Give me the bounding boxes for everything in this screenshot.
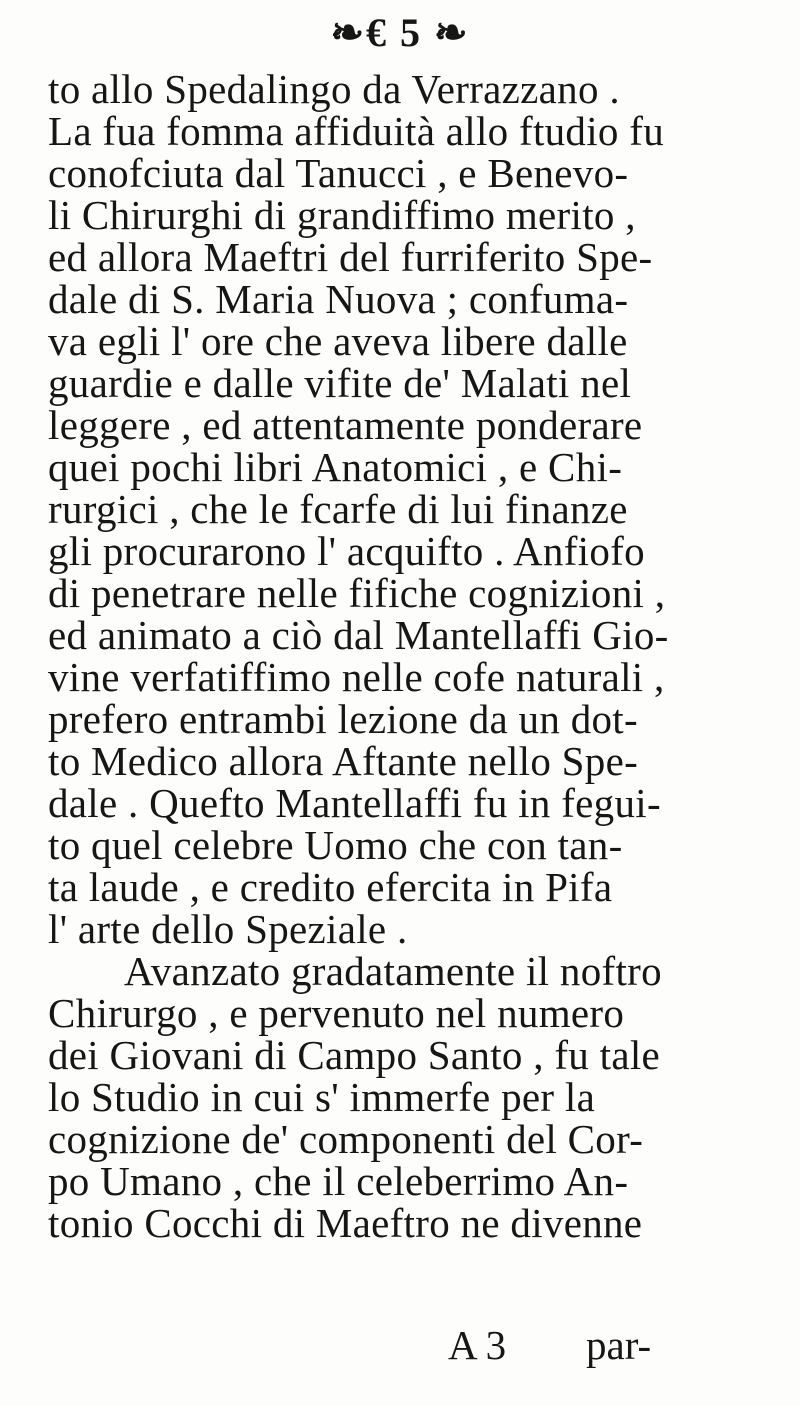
- page-footer: [0, 1322, 800, 1368]
- text-line: conofciuta dal Tanucci , e Benevo-: [48, 150, 629, 196]
- text-line: to quel celebre Uomo che con tan-: [48, 822, 623, 868]
- signature-mark: A 3: [448, 1322, 507, 1368]
- text-line: lo Studio in cui s' immerfe per la: [48, 1074, 596, 1120]
- text-line: va egli l' ore che aveva libere dalle: [48, 318, 628, 364]
- text-line: ed allora Maeftri del furriferito Spe-: [48, 234, 653, 280]
- text-line: guardie e dalle vifite de' Malati nel: [48, 360, 632, 406]
- text-line: Chirurgo , e pervenuto nel numero: [48, 990, 625, 1036]
- text-line: tonio Cocchi di Maeftro ne divenne: [48, 1200, 643, 1246]
- text-line: li Chirurghi di grandiffimo merito ,: [48, 192, 636, 238]
- text-line: dei Giovani di Campo Santo , fu tale: [48, 1032, 661, 1078]
- text-line: cognizione de' componenti del Cor-: [48, 1116, 644, 1162]
- text-line: dale . Quefto Mantellaffi fu in fegui-: [48, 780, 661, 826]
- text-line: to Medico allora Aftante nello Spe-: [48, 738, 639, 784]
- text-line: rurgici , che le fcarfe di lui finanze: [48, 486, 628, 532]
- body-text: [48, 68, 788, 1244]
- text-line: vine verfatiffimo nelle cofe naturali ,: [48, 654, 665, 700]
- page-header: ❧€ 5 ❧: [330, 10, 470, 55]
- text-line: ta laude , e credito efercita in Pifa: [48, 864, 613, 910]
- text-line: di penetrare nelle fifiche cognizioni ,: [48, 570, 666, 616]
- text-line: leggere , ed attentamente ponderare: [48, 402, 643, 448]
- text-line: dale di S. Maria Nuova ; confuma-: [48, 276, 629, 322]
- text-line: ed animato a ciò dal Mantellaffi Gio-: [48, 612, 669, 658]
- text-line: po Umano , che il celeberrimo An-: [48, 1158, 629, 1204]
- text-line: gli procurarono l' acquifto . Anfiofo: [48, 528, 645, 574]
- text-line: l' arte dello Speziale .: [48, 906, 408, 952]
- text-line: La fua fomma affiduità allo ftudio fu: [48, 108, 665, 154]
- catchword: par-: [586, 1322, 652, 1368]
- paragraph-start-line: Avanzato gradatamente il noftro: [124, 948, 662, 994]
- text-line: to allo Spedalingo da Verrazzano .: [48, 66, 620, 112]
- text-line: prefero entrambi lezione da un dot-: [48, 696, 638, 742]
- text-line: quei pochi libri Anatomici , e Chi-: [48, 444, 623, 490]
